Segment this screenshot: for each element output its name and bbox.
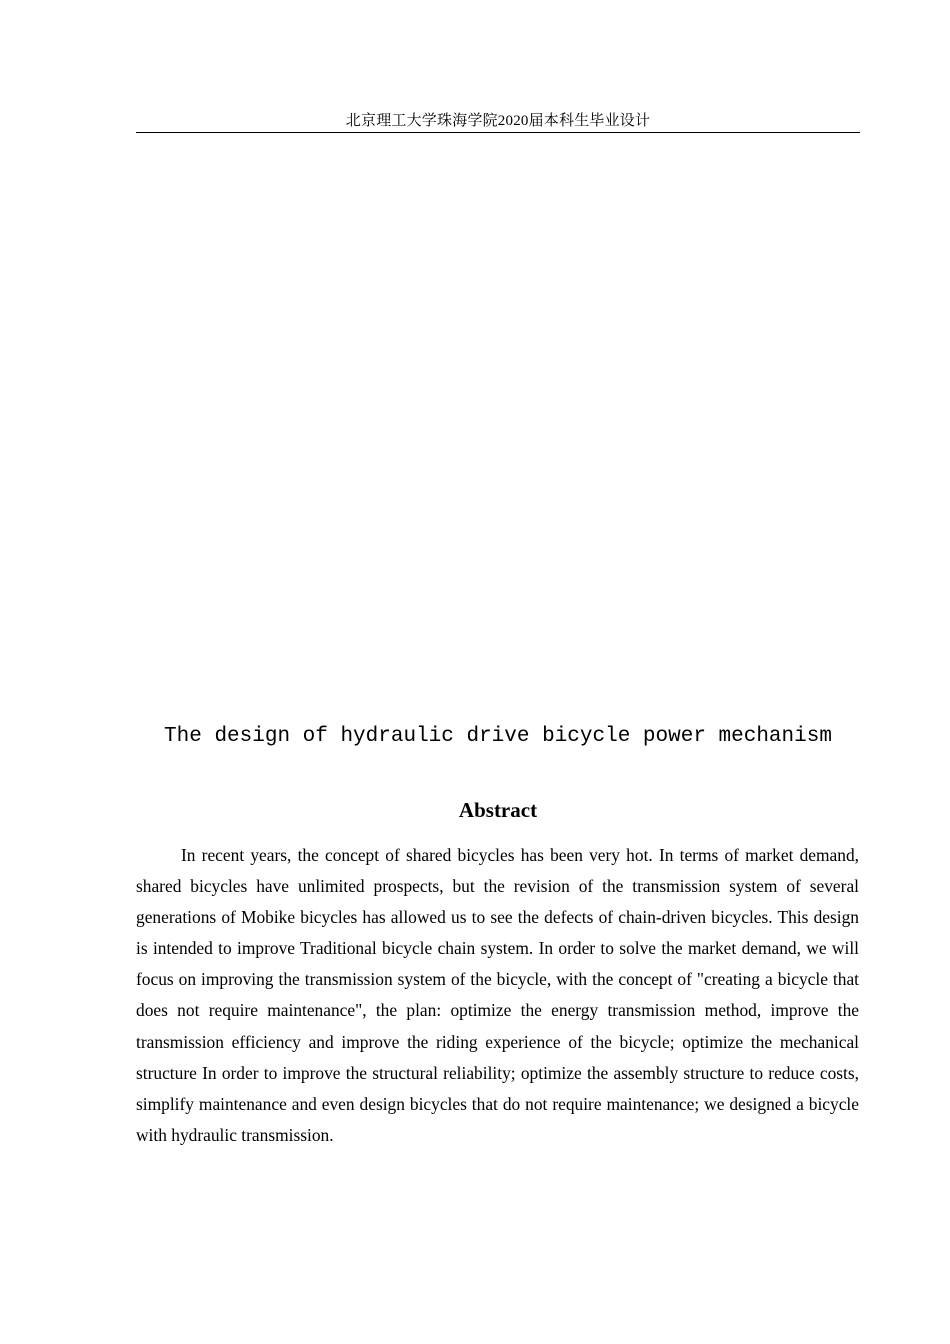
document-title: The design of hydraulic drive bicycle power mechanism: [164, 725, 832, 748]
page-header: 北京理工大学珠海学院2020届本科生毕业设计: [136, 110, 860, 133]
abstract-heading: Abstract: [458, 798, 538, 822]
abstract-body: In recent years, the concept of shared bicycles has been very hot. In terms of market demand, shared bicycles have unlimited prospects, but the revision of the transmission system of several generations of Mobike bicycles has allowed us to see the defects of chain-driven bicycles. This design is intended to improve Traditional bicycle chain system. In order to solve the market demand, we will focus on improving the transmission system of the bicycle, with the concept of "creating a bicycle that does not require maintenance", the plan: optimize the energy transmission method, improve the transmission efficiency and improve the riding experience of the bicycle; optimize the mechanical structure In order to improve the structural reliability; optimize the assembly structure to reduce costs, simplify maintenance and even design bicycles that do not require maintenance; we designed a bicycle with hydraulic transmission.: [136, 845, 859, 1145]
